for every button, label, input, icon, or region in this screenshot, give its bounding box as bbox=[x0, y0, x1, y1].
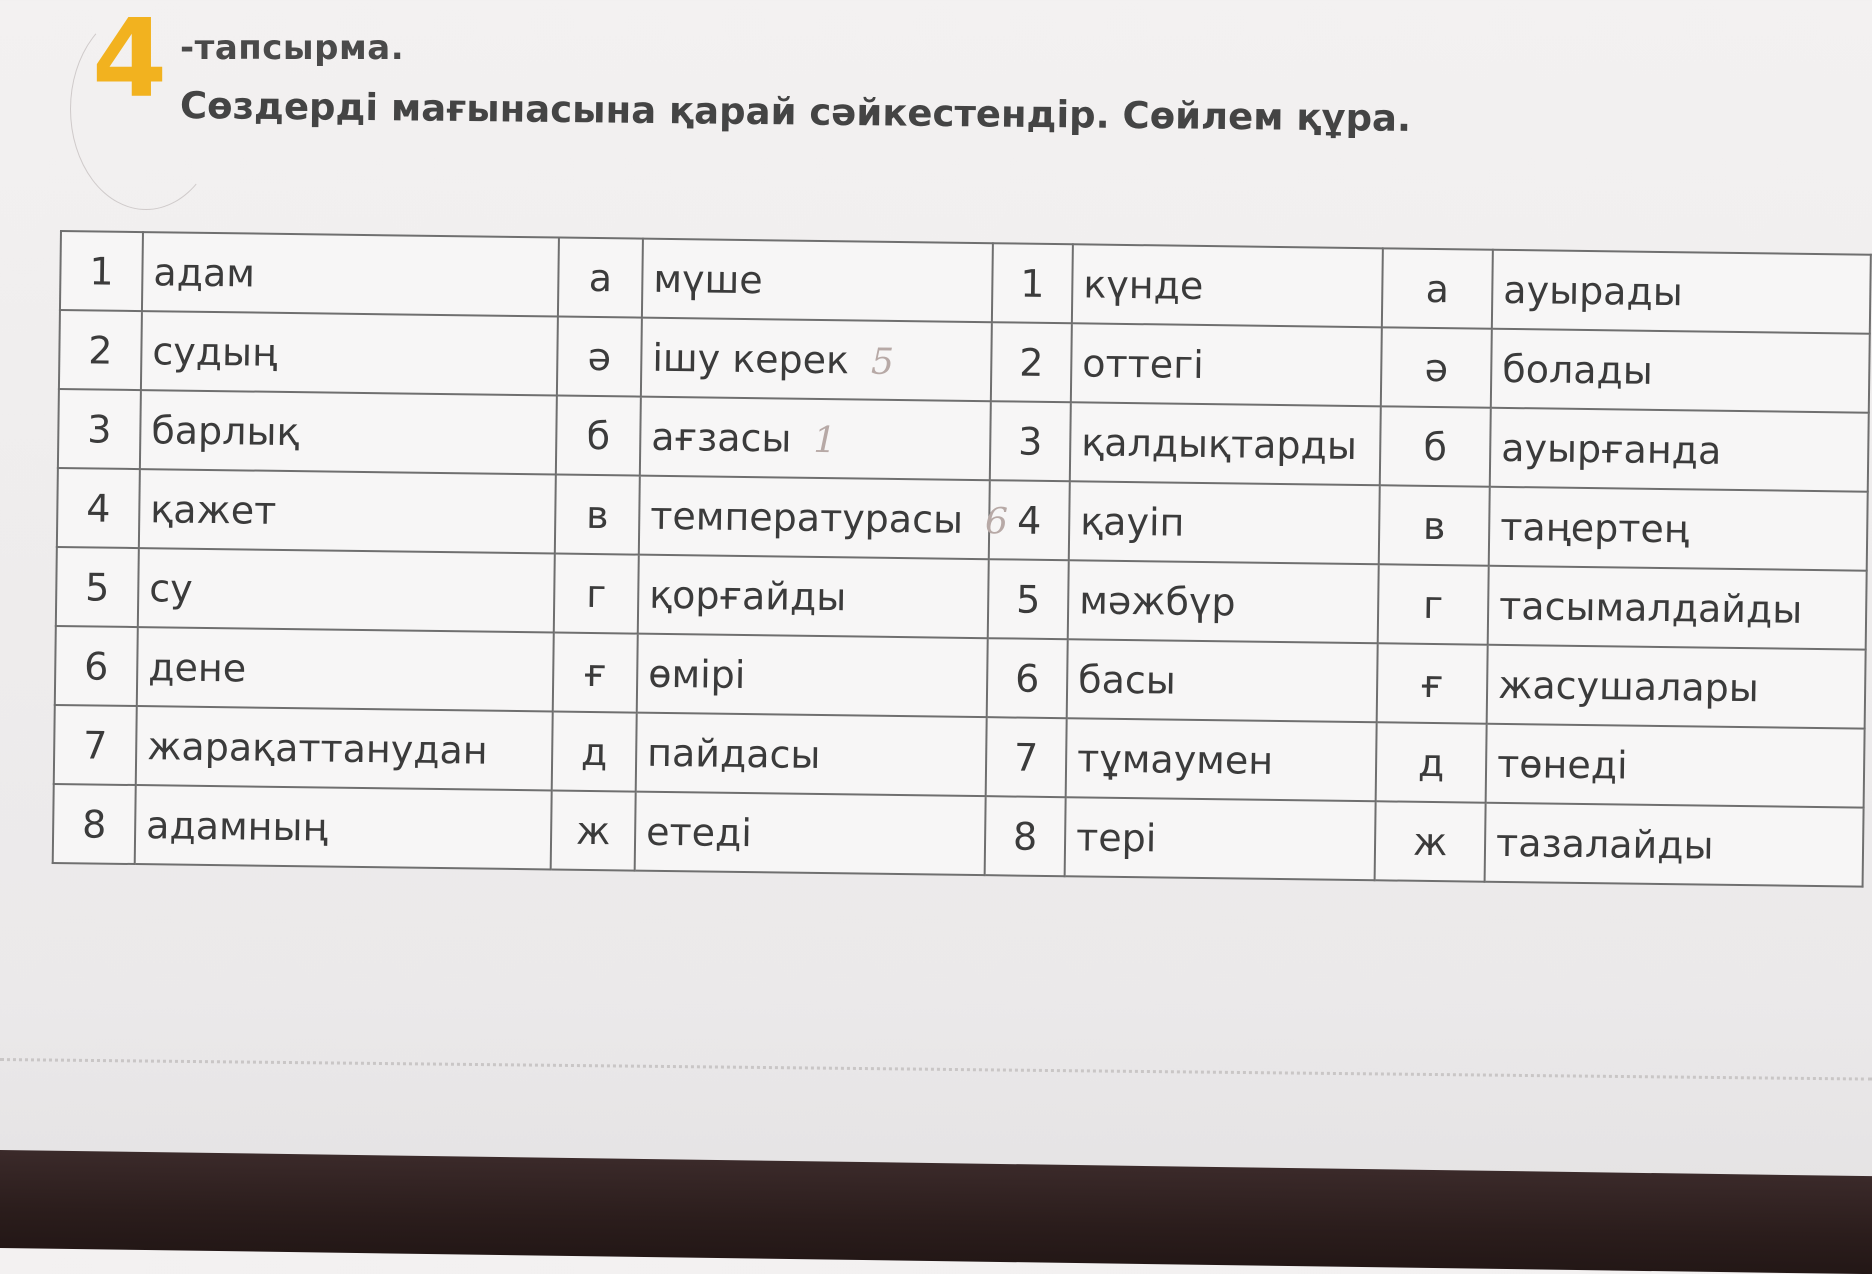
row-number-right-text: 8 bbox=[1012, 814, 1038, 859]
task-label: -тапсырма. bbox=[180, 28, 405, 68]
row-number-left bbox=[58, 389, 141, 469]
word-column-3 bbox=[1071, 323, 1382, 406]
word-column-2-text: мүше bbox=[653, 256, 764, 302]
row-number-left-text: 8 bbox=[81, 801, 107, 847]
handwritten-mark: 5 bbox=[870, 341, 895, 383]
row-number-right-text: 1 bbox=[1020, 261, 1045, 306]
word-column-1 bbox=[138, 548, 555, 632]
row-number-right-text: 6 bbox=[1014, 656, 1040, 701]
word-column-2 bbox=[638, 555, 989, 639]
word-column-2-text: ағзасы bbox=[651, 414, 792, 461]
row-number-right-text: 4 bbox=[1016, 498, 1042, 543]
word-column-4 bbox=[1489, 487, 1868, 571]
dotted-writing-line bbox=[0, 1058, 1872, 1081]
task-instruction: Сөздерді мағынасына қарай сәйкестендір. Сөйлем құра. bbox=[179, 84, 1412, 140]
word-column-4 bbox=[1485, 803, 1864, 887]
word-column-2 bbox=[637, 634, 988, 718]
word-column-3 bbox=[1067, 639, 1378, 722]
letter-right-text: г bbox=[1422, 582, 1444, 627]
handwritten-mark: 6 bbox=[984, 500, 1009, 542]
row-number-right bbox=[992, 243, 1073, 323]
letter-right-text: ә bbox=[1424, 345, 1449, 390]
word-column-3 bbox=[1068, 560, 1379, 643]
letter-right-text: а bbox=[1425, 266, 1450, 311]
row-number-left bbox=[59, 310, 142, 390]
row-number-right-text: 7 bbox=[1013, 735, 1039, 780]
word-column-1 bbox=[135, 785, 552, 869]
row-number-right bbox=[987, 638, 1068, 718]
word-column-2-text: қорғайды bbox=[648, 572, 847, 619]
word-column-2 bbox=[639, 476, 1009, 560]
row-number-left-text: 2 bbox=[88, 327, 113, 373]
word-column-4-text: ауырғанда bbox=[1500, 425, 1722, 473]
row-number-left-text: 4 bbox=[85, 485, 111, 531]
word-column-1-text: барлық bbox=[151, 407, 300, 454]
word-column-2-text: температурасы bbox=[650, 493, 964, 542]
row-number-left bbox=[57, 468, 140, 548]
word-column-2-text: ішу керек bbox=[652, 335, 850, 382]
letter-right-text: ж bbox=[1412, 819, 1448, 864]
row-number-left-text: 5 bbox=[84, 564, 110, 610]
letter-left-text: а bbox=[588, 255, 613, 300]
letter-right bbox=[1378, 564, 1489, 644]
row-number-right bbox=[985, 796, 1066, 876]
letter-left-text: б bbox=[586, 413, 611, 458]
row-number-right bbox=[991, 322, 1072, 402]
word-column-1 bbox=[137, 627, 554, 711]
word-column-4 bbox=[1488, 566, 1867, 650]
word-column-1 bbox=[136, 706, 553, 790]
row-number-left bbox=[60, 231, 143, 311]
word-column-3 bbox=[1065, 797, 1376, 880]
word-column-1-text: адамның bbox=[145, 802, 328, 850]
word-column-3 bbox=[1069, 481, 1380, 564]
letter-right bbox=[1376, 722, 1487, 802]
letter-left-text: д bbox=[580, 729, 608, 774]
letter-left-text: ә bbox=[587, 334, 612, 379]
word-column-2 bbox=[640, 397, 991, 481]
word-column-4-text: жасушалары bbox=[1497, 662, 1760, 710]
word-column-2 bbox=[636, 713, 987, 797]
row-number-left bbox=[55, 626, 138, 706]
word-column-2-text: етеді bbox=[645, 809, 753, 855]
word-column-4 bbox=[1492, 250, 1871, 334]
word-column-1-text: дене bbox=[148, 644, 247, 690]
table-body bbox=[53, 231, 1871, 887]
row-number-right-text: 5 bbox=[1015, 577, 1041, 622]
letter-left bbox=[556, 396, 641, 476]
row-number-right bbox=[986, 717, 1067, 797]
letter-right bbox=[1380, 406, 1491, 486]
letter-left-text: в bbox=[585, 492, 609, 537]
row-number-left bbox=[56, 547, 139, 627]
matching-table-container bbox=[52, 230, 1870, 888]
book-bottom-edge bbox=[0, 1150, 1872, 1274]
letter-right-text: б bbox=[1423, 424, 1448, 469]
letter-left bbox=[554, 554, 639, 634]
word-column-2-text: өмірі bbox=[647, 651, 746, 697]
row-number-left-text: 6 bbox=[83, 643, 109, 689]
word-column-3 bbox=[1070, 402, 1381, 485]
word-column-2 bbox=[642, 239, 993, 323]
letter-right bbox=[1381, 327, 1492, 407]
letter-left bbox=[551, 790, 636, 870]
word-column-3-text: тұмаумен bbox=[1076, 735, 1274, 783]
word-column-1-text: адам bbox=[153, 249, 256, 296]
row-number-right bbox=[988, 559, 1069, 639]
word-column-3-text: оттегі bbox=[1082, 340, 1205, 387]
row-number-left-text: 7 bbox=[82, 722, 108, 768]
word-column-4 bbox=[1487, 645, 1866, 729]
word-column-1 bbox=[140, 390, 557, 474]
word-column-4-text: болады bbox=[1502, 346, 1654, 393]
letter-right bbox=[1377, 643, 1488, 723]
word-column-4-text: тазалайды bbox=[1495, 820, 1714, 868]
word-column-3-text: қауіп bbox=[1079, 498, 1185, 545]
row-number-right bbox=[990, 401, 1071, 481]
word-column-2 bbox=[635, 792, 986, 876]
word-column-1 bbox=[142, 232, 559, 316]
word-column-1 bbox=[139, 469, 556, 553]
word-column-4 bbox=[1490, 408, 1869, 492]
word-column-4 bbox=[1491, 329, 1870, 413]
letter-right bbox=[1379, 485, 1490, 565]
letter-left bbox=[555, 475, 640, 555]
word-column-3 bbox=[1072, 244, 1383, 327]
word-column-4 bbox=[1486, 724, 1865, 808]
row-number-left-text: 3 bbox=[87, 406, 112, 452]
letter-right-text: д bbox=[1417, 740, 1445, 785]
word-column-1-text: судың bbox=[152, 328, 278, 375]
letter-right-text: ғ bbox=[1420, 661, 1444, 706]
letter-left bbox=[552, 711, 637, 791]
letter-right-text: в bbox=[1422, 503, 1446, 548]
word-column-1-text: жарақаттанудан bbox=[146, 723, 488, 773]
letter-right bbox=[1382, 248, 1493, 328]
row-number-left-text: 1 bbox=[89, 248, 114, 294]
matching-table bbox=[52, 230, 1872, 888]
row-number-left bbox=[54, 705, 137, 785]
letter-left bbox=[558, 238, 643, 318]
word-column-3-text: күнде bbox=[1083, 261, 1204, 308]
task-number: 4 bbox=[92, 0, 168, 122]
word-column-4-text: таңертең bbox=[1499, 504, 1690, 551]
word-column-4-text: ауырады bbox=[1503, 267, 1684, 314]
word-column-3-text: мәжбүр bbox=[1078, 577, 1236, 624]
word-column-1-text: су bbox=[149, 565, 194, 611]
letter-right bbox=[1375, 801, 1486, 881]
row-number-left bbox=[53, 784, 136, 864]
word-column-4-text: тасымалдайды bbox=[1498, 583, 1803, 632]
letter-left bbox=[553, 632, 638, 712]
letter-left bbox=[557, 317, 642, 397]
word-column-3-text: басы bbox=[1077, 656, 1177, 703]
word-column-1 bbox=[141, 311, 558, 395]
word-column-1-text: қажет bbox=[150, 486, 277, 533]
handwritten-mark: 1 bbox=[813, 419, 837, 461]
word-column-3-text: қалдықтарды bbox=[1081, 419, 1358, 468]
word-column-3 bbox=[1066, 718, 1377, 801]
word-column-2-text: пайдасы bbox=[646, 730, 821, 777]
letter-left-text: ғ bbox=[583, 650, 607, 695]
letter-left-text: г bbox=[586, 571, 607, 616]
word-column-3-text: тері bbox=[1075, 814, 1157, 860]
word-column-2 bbox=[641, 318, 992, 402]
letter-left-text: ж bbox=[575, 808, 611, 853]
row-number-right-text: 2 bbox=[1018, 340, 1044, 385]
word-column-4-text: төнеді bbox=[1496, 741, 1628, 788]
row-number-right-text: 3 bbox=[1017, 419, 1043, 464]
